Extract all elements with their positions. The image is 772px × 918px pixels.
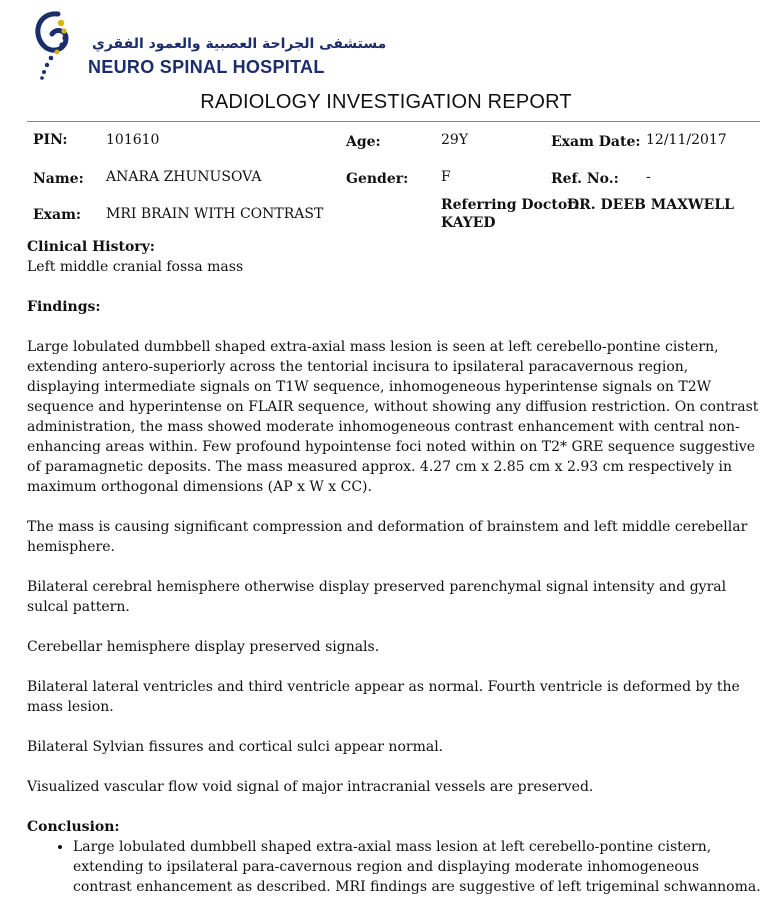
conclusion-item: • Large lobulated dumbbell shaped extra-axial mass lesion at left cerebello-pontine cistern, extending to ipsilateral para-cavernous region and displaying moderate inhomogeneous contrast enhancement as described. MRI findings are suggestive of left trigeminal schwannoma. — [73, 837, 762, 897]
exam-date-value: 12/11/2017 — [646, 132, 727, 148]
clinical-history-text: Left middle cranial fossa mass — [27, 259, 244, 275]
exam-date-label: Exam Date: — [551, 134, 641, 150]
patient-info-block — [27, 121, 760, 233]
findings-paragraph: Cerebellar hemisphere display preserved signals. — [27, 639, 380, 655]
name-value: ANARA ZHUNUSOVA — [106, 169, 262, 185]
hospital-name: NEURO SPINAL HOSPITAL — [88, 57, 325, 77]
exam-label: Exam: — [33, 207, 82, 223]
hospital-logo — [30, 6, 387, 77]
report-body — [27, 237, 762, 897]
spine-logo-icon — [30, 6, 90, 84]
findings-paragraph: The mass is causing significant compression and deformation of brainstem and left middle cerebellar hemisphere. — [27, 519, 748, 555]
pin-label: PIN: — [33, 132, 68, 148]
referring-doctor-value-line2: KAYED — [441, 215, 496, 231]
referring-doctor-value: DR. DEEB MAXWELL — [567, 197, 735, 213]
ref-no-value: - — [646, 169, 651, 185]
findings-paragraph: Visualized vascular flow void signal of major intracranial vessels are preserved. — [27, 779, 594, 795]
findings-paragraph: Bilateral cerebral hemisphere otherwise display preserved parenchymal signal intensity and gyral sulcal pattern. — [27, 579, 727, 615]
ref-no-label: Ref. No.: — [551, 171, 619, 187]
gender-value: F — [441, 169, 451, 185]
conclusion-heading: Conclusion: — [27, 819, 120, 835]
findings-paragraph: Large lobulated dumbbell shaped extra-axial mass lesion is seen at left cerebello-pontine cistern, extending antero-superiorly across the tentorial incisura to ipsilateral paracavernous region, displaying intermediate signals on T1W sequence, inhomogeneous hyperintense signals on T2W sequence and hyperintense on FLAIR sequence, without showing any diffusion restriction. On contrast administration, the mass showed moderate inhomogeneous contrast enhancement with central non-enhancing areas within. Few profound hypointense foci noted within on T2* GRE sequence suggestive of paramagnetic deposits. The mass measured approx. 4.27 cm x 2.85 cm x 2.93 cm respectively in maximum orthogonal dimensions (AP x W x CC). — [27, 339, 759, 495]
findings-heading: Findings: — [27, 299, 101, 315]
age-value: 29Y — [441, 132, 469, 148]
exam-value: MRI BRAIN WITH CONTRAST — [106, 206, 324, 222]
gender-label: Gender: — [346, 171, 409, 187]
name-label: Name: — [33, 171, 84, 187]
findings-paragraph: Bilateral lateral ventricles and third ventricle appear as normal. Fourth ventricle is deformed by the mass lesion. — [27, 679, 740, 715]
clinical-history-heading: Clinical History: — [27, 239, 155, 255]
conclusion-list — [27, 837, 762, 897]
pin-value: 101610 — [106, 132, 160, 148]
findings-paragraph: Bilateral Sylvian fissures and cortical sulci appear normal. — [27, 739, 444, 755]
hospital-name-arabic: مستشفى الجراحة العصبية والعمود الفقري — [92, 36, 387, 52]
referring-doctor-label: Referring Doctor: — [441, 197, 580, 213]
report-title: RADIOLOGY INVESTIGATION REPORT — [200, 91, 572, 113]
age-label: Age: — [346, 134, 381, 150]
